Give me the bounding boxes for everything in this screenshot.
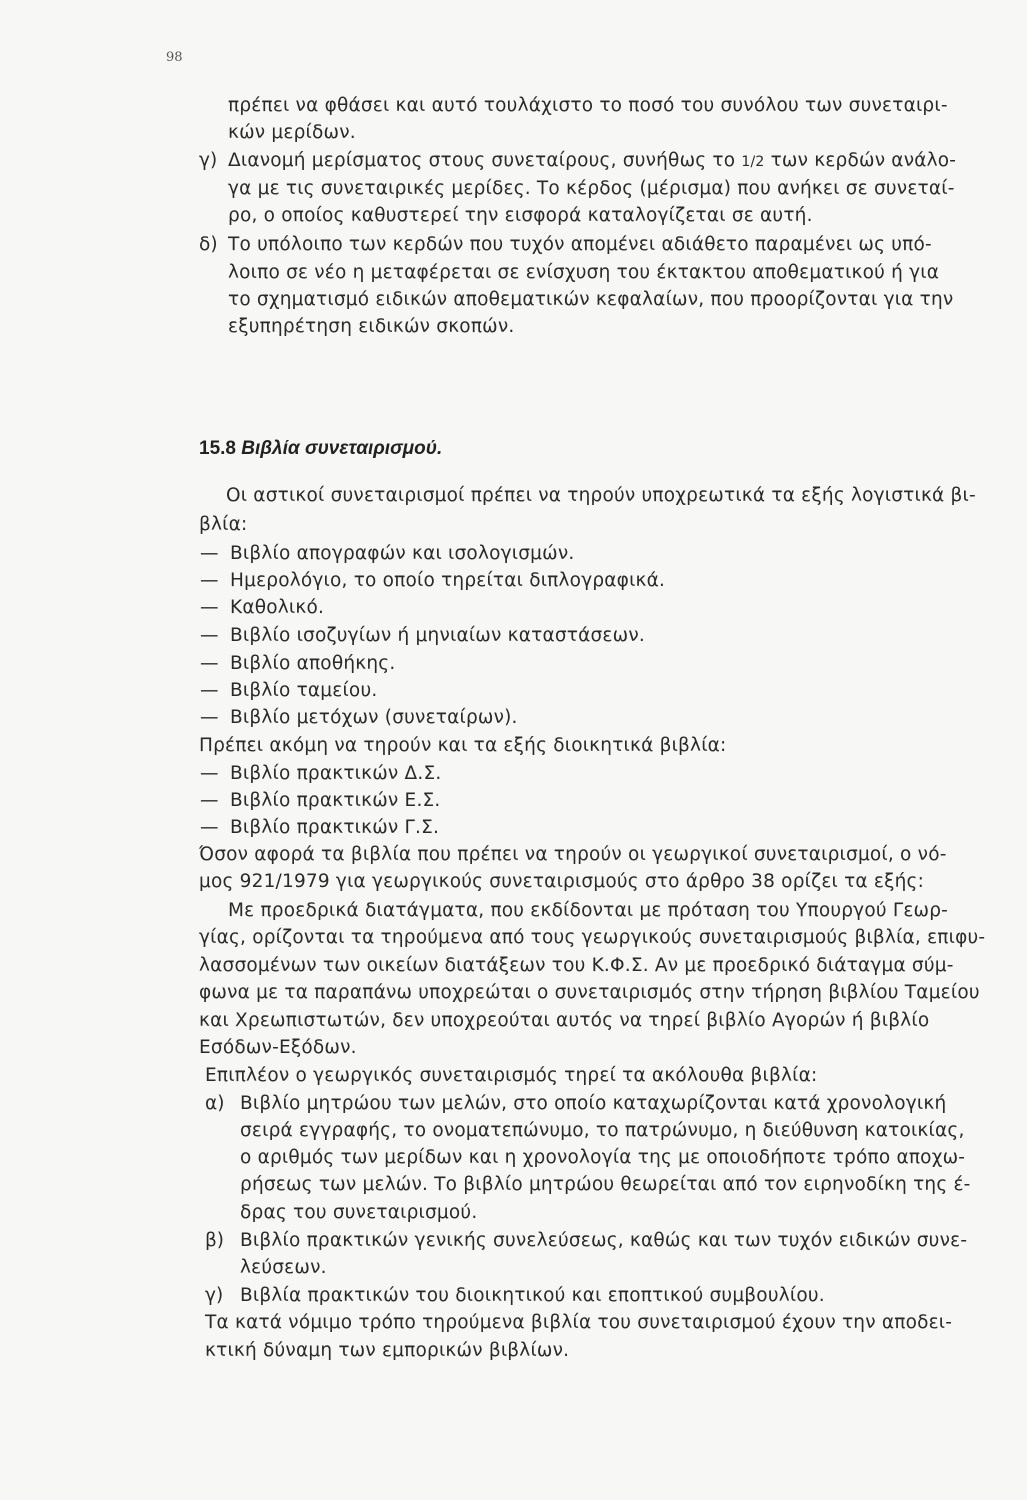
paragraph-line: Το υπόλοιπο των κερδών που τυχόν απομένει αδιάθετο παραμένει ως υπό- [228, 234, 932, 255]
list-label-gamma: γ) [199, 150, 218, 171]
text-span: των κερδών ανάλο- [770, 150, 957, 171]
paragraph-line: λοιπο σε νέο η μεταφέρεται σε ενίσχυση του έκτακτου αποθεματικού ή για [228, 262, 940, 283]
paragraph-line: Εσόδων-Εξόδων. [199, 1037, 357, 1058]
paragraph-line: Τα κατά νόμιμο τρόπο τηρούμενα βιβλία του συνεταιρισμού έχουν την αποδει- [205, 1312, 953, 1333]
list-item: Ημερολόγιο, το οποίο τηρείται διπλογραφικά. [230, 570, 666, 591]
dash-bullet: — [200, 597, 219, 618]
list-item: Βιβλίο πρακτικών Ε.Σ. [230, 790, 441, 811]
dash-bullet: — [200, 707, 219, 728]
dash-bullet: — [200, 543, 219, 564]
section-heading [199, 438, 442, 460]
paragraph-line: Όσον αφορά τα βιβλία που πρέπει να τηρούν οι γεωργικοί συνεταιρισμοί, ο νό- [199, 844, 947, 865]
paragraph-line: γίας, ορίζονται τα τηρούμενα από τους γεωργικούς συνεταιρισμούς βιβλία, επιφυ- [199, 927, 986, 948]
paragraph-line: Πρέπει ακόμη να τηρούν και τα εξής διοικητικά βιβλία: [199, 735, 727, 756]
list-item: Βιβλίο πρακτικών Δ.Σ. [230, 763, 442, 784]
section-title: Βιβλία συνεταιρισμού. [241, 438, 443, 459]
paragraph-line: βλία: [199, 514, 248, 535]
paragraph-line: Με προεδρικά διατάγματα, που εκδίδονται με πρόταση του Υπουργού Γεωρ- [228, 900, 949, 921]
list-item: Βιβλίο ισοζυγίων ή μηνιαίων καταστάσεων. [230, 625, 645, 646]
list-label-gamma-2: γ) [205, 1285, 224, 1306]
page-number: 98 [166, 50, 183, 65]
paragraph-line: ρήσεως των μελών. Το βιβλίο μητρώου θεωρείται από τον ειρηνοδίκη της έ- [240, 1174, 971, 1195]
section-number: 15.8 [199, 438, 236, 459]
paragraph-line: φωνα με τα παραπάνω υποχρεώται ο συνεταιρισμός στην τήρηση βιβλίου Ταμείου [199, 982, 980, 1003]
fraction: 1/2 [741, 154, 765, 170]
list-item: Καθολικό. [230, 597, 325, 618]
paragraph-line: ρο, ο οποίος καθυστερεί την εισφορά καταλογίζεται σε αυτή. [228, 205, 813, 226]
list-item: Βιβλίο μετόχων (συνεταίρων). [230, 707, 518, 728]
paragraph-line: και Χρεωπιστωτών, δεν υποχρεούται αυτός να τηρεί βιβλίο Αγορών ή βιβλίο [199, 1010, 930, 1031]
dash-bullet: — [200, 680, 219, 701]
paragraph-line: εξυπηρέτηση ειδικών σκοπών. [228, 316, 515, 337]
dash-bullet: — [200, 763, 219, 784]
dash-bullet: — [200, 653, 219, 674]
list-label-beta: β) [205, 1230, 225, 1251]
paragraph-line: Βιβλία πρακτικών του διοικητικού και εποπτικού συμβουλίου. [240, 1285, 825, 1306]
list-label-delta: δ) [199, 234, 218, 255]
paragraph-line: Βιβλίο μητρώου των μελών, στο οποίο καταχωρίζονται κατά χρονολογική [240, 1093, 947, 1114]
list-item: Βιβλίο αποθήκης. [230, 653, 396, 674]
dash-bullet: — [200, 625, 219, 646]
list-item: Βιβλίο ταμείου. [230, 680, 378, 701]
paragraph-line: κών μερίδων. [228, 122, 356, 143]
paragraph-line: γα με τις συνεταιρικές μερίδες. Το κέρδος (μέρισμα) που ανήκει σε συνεταί- [228, 178, 955, 199]
list-item: Βιβλίο απογραφών και ισολογισμών. [230, 543, 575, 564]
text-span: Διανομή μερίσματος στους συνεταίρους, συνήθως το [228, 150, 736, 171]
list-item-gamma-line [228, 147, 956, 176]
paragraph-line: κτική δύναμη των εμπορικών βιβλίων. [205, 1340, 570, 1361]
paragraph-line: το σχηματισμό ειδικών αποθεματικών κεφαλαίων, που προορίζονται για την [228, 289, 954, 310]
paragraph-line: λασσομένων των οικείων διατάξεων του Κ.Φ.Σ. Αν με προεδρικό διάταγμα σύμ- [199, 955, 954, 976]
paragraph-line: Οι αστικοί συνεταιρισμοί πρέπει να τηρούν υποχρεωτικά τα εξής λογιστικά βι- [226, 485, 976, 506]
paragraph-line: Βιβλίο πρακτικών γενικής συνελεύσεως, καθώς και των τυχόν ειδικών συνε- [240, 1230, 968, 1251]
dash-bullet: — [200, 790, 219, 811]
paragraph-line: λεύσεων. [240, 1257, 327, 1278]
paragraph-line: Επιπλέον ο γεωργικός συνεταιρισμός τηρεί τα ακόλουθα βιβλία: [205, 1065, 818, 1086]
paragraph-line: σειρά εγγραφής, το ονοματεπώνυμο, το πατρώνυμο, η διεύθυνση κατοικίας, [240, 1120, 965, 1141]
paragraph-line: ο αριθμός των μερίδων και η χρονολογία της με οποιοδήποτε τρόπο αποχω- [240, 1147, 966, 1168]
list-label-alpha: α) [205, 1093, 225, 1114]
paragraph-line: μος 921/1979 για γεωργικούς συνεταιρισμούς στο άρθρο 38 ορίζει τα εξής: [199, 871, 925, 892]
dash-bullet: — [200, 570, 219, 591]
paragraph-line: δρας του συνεταιρισμού. [240, 1202, 478, 1223]
dash-bullet: — [200, 817, 219, 838]
list-item: Βιβλίο πρακτικών Γ.Σ. [230, 817, 440, 838]
paragraph-line: πρέπει να φθάσει και αυτό τουλάχιστο το ποσό του συνόλου των συνεταιρι- [228, 95, 948, 116]
